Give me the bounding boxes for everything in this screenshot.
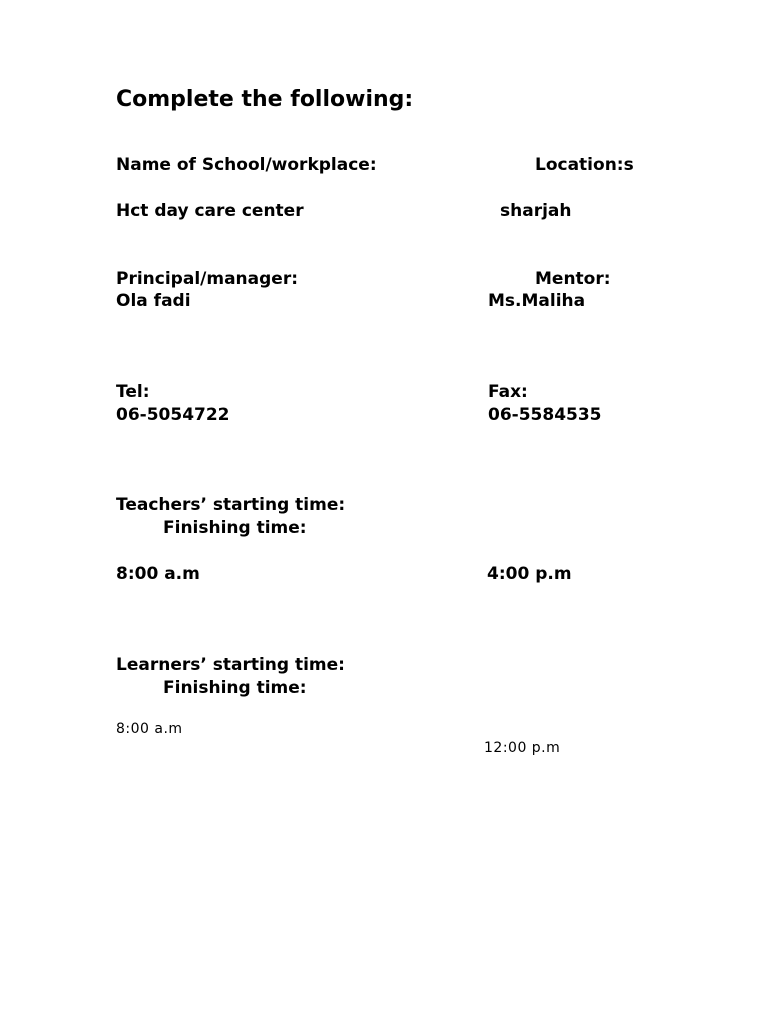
teachers-finishing-time-label: Finishing time: xyxy=(163,518,307,538)
principal-value: Ola fadi xyxy=(116,291,191,311)
learners-finishing-time-value: 12:00 p.m xyxy=(484,740,561,756)
teachers-starting-time-value: 8:00 a.m xyxy=(116,564,200,584)
teachers-starting-time-label: Teachers’ starting time: xyxy=(116,495,346,515)
learners-starting-time-value: 8:00 a.m xyxy=(116,721,183,737)
fax-value: 06-5584535 xyxy=(488,405,602,425)
location-value: sharjah xyxy=(500,201,572,221)
mentor-value: Ms.Maliha xyxy=(488,291,586,311)
tel-label: Tel: xyxy=(116,382,150,402)
mentor-label: Mentor: xyxy=(535,269,611,289)
school-value: Hct day care center xyxy=(116,201,304,221)
location-label: Location:s xyxy=(535,155,634,175)
fax-label: Fax: xyxy=(488,382,528,402)
principal-label: Principal/manager: xyxy=(116,269,298,289)
learners-starting-time-label: Learners’ starting time: xyxy=(116,655,345,675)
page-title: Complete the following: xyxy=(116,87,414,112)
teachers-finishing-time-value: 4:00 p.m xyxy=(487,564,572,584)
tel-value: 06-5054722 xyxy=(116,405,230,425)
school-label: Name of School/workplace: xyxy=(116,155,377,175)
learners-finishing-time-label: Finishing time: xyxy=(163,678,307,698)
